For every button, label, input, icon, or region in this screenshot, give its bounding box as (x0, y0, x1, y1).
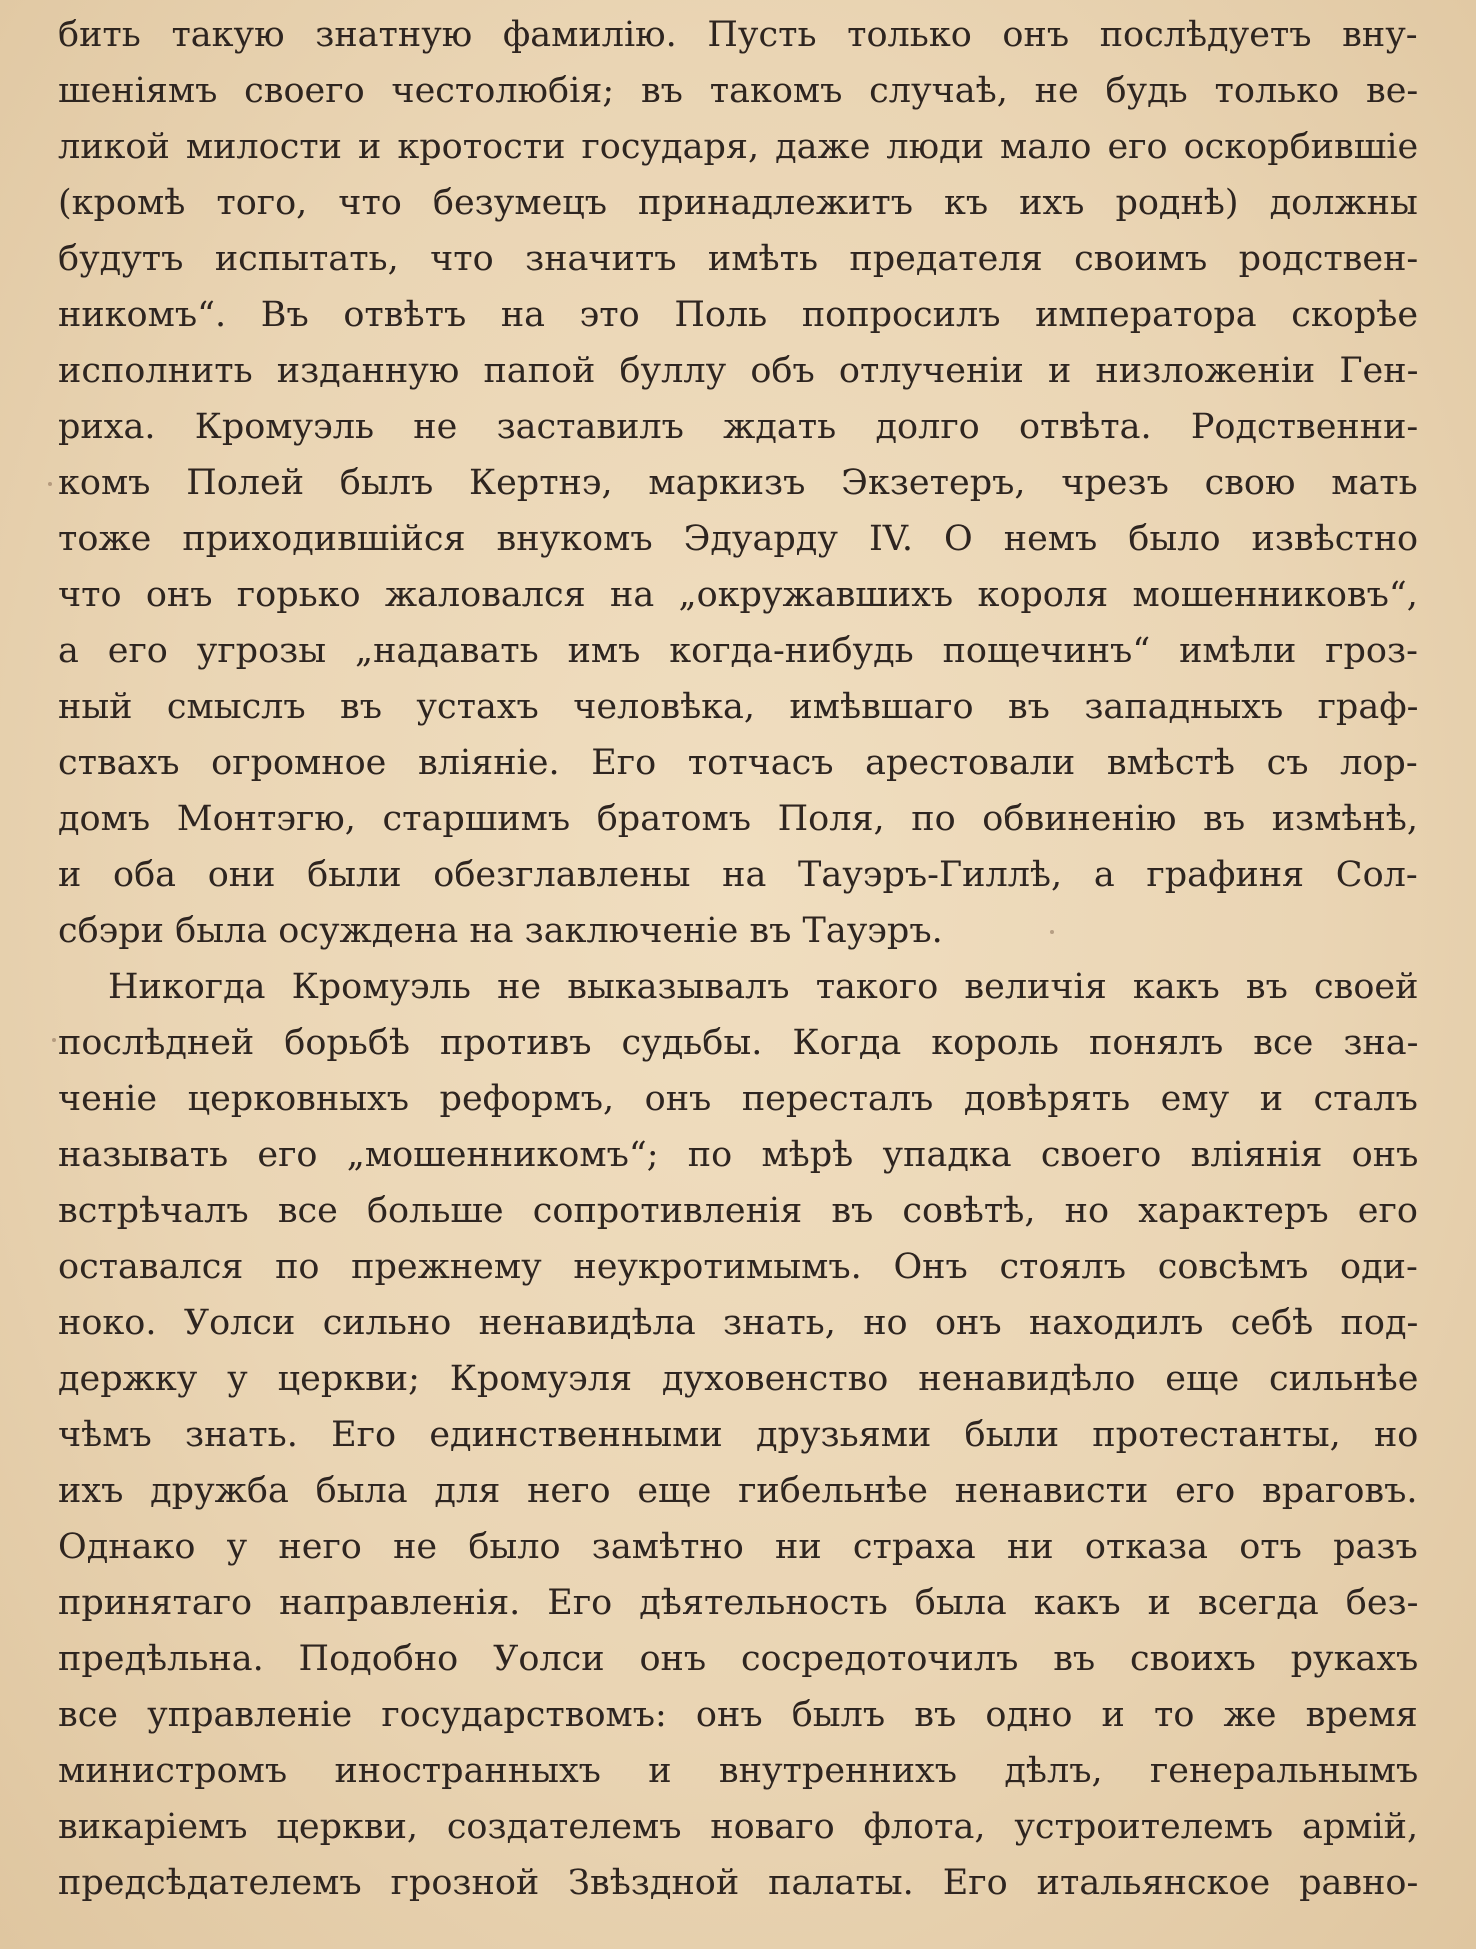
text-line: а его угрозы „надавать имъ когда-нибудь пощечинъ“ имѣли гроз- (58, 631, 1418, 671)
paper-speck (1050, 930, 1054, 934)
text-line: викаріемъ церкви, создателемъ новаго флота, устроителемъ армій, (58, 1807, 1419, 1847)
text-line: будутъ испытать, что значитъ имѣть предателя своимъ родствен- (58, 239, 1419, 279)
text-line: все управленіе государствомъ: онъ былъ въ одно и то же время (58, 1695, 1418, 1735)
text-line: тоже приходившійся внукомъ Эдуарду IV. О немъ было извѣстно (58, 519, 1419, 559)
text-line: что онъ горько жаловался на „окружавшихъ короля мошенниковъ“, (58, 575, 1418, 615)
text-line: оставался по прежнему неукротимымъ. Онъ стоялъ совсѣмъ оди- (58, 1247, 1418, 1287)
text-line: риха. Кромуэль не заставилъ ждать долго отвѣта. Родственни- (58, 407, 1419, 447)
text-line: министромъ иностранныхъ и внутреннихъ дѣлъ, генеральнымъ (58, 1751, 1419, 1791)
text-line: чѣмъ знать. Его единственными друзьями были протестанты, но (58, 1415, 1419, 1455)
text-line: домъ Монтэгю, старшимъ братомъ Поля, по обвиненію въ измѣнѣ, (58, 799, 1419, 839)
text-line: и оба они были обезглавлены на Тауэръ-Гиллѣ, а графиня Сол- (58, 855, 1418, 895)
body-text (58, 0, 1418, 1904)
paragraph-2 (58, 952, 1418, 1904)
text-line: держку у церкви; Кромуэля духовенство ненавидѣло еще сильнѣе (58, 1359, 1419, 1399)
text-line: шеніямъ своего честолюбія; въ такомъ случаѣ, не будь только ве- (58, 71, 1419, 111)
text-line: предѣльна. Подобно Уолси онъ сосредоточилъ въ своихъ рукахъ (58, 1639, 1419, 1679)
text-line: никомъ“. Въ отвѣтъ на это Поль попросилъ императора скорѣе (58, 295, 1419, 335)
text-line: предсѣдателемъ грозной Звѣздной палаты. Его итальянское равно- (58, 1863, 1419, 1903)
text-line: ноко. Уолси сильно ненавидѣла знать, но онъ находилъ себѣ под- (58, 1303, 1419, 1343)
text-line: ствахъ огромное вліяніе. Его тотчасъ арестовали вмѣстѣ съ лор- (58, 743, 1418, 783)
text-line: (кромѣ того, что безумецъ принадлежитъ къ ихъ роднѣ) должны (58, 183, 1418, 223)
text-line: встрѣчалъ все больше сопротивленія въ совѣтѣ, но характеръ его (58, 1191, 1418, 1231)
text-line: послѣдней борьбѣ противъ судьбы. Когда король понялъ все зна- (58, 1023, 1419, 1063)
paper-speck (52, 1038, 56, 1042)
text-line: принятаго направленія. Его дѣятельность была какъ и всегда без- (58, 1583, 1419, 1623)
text-line: ченіе церковныхъ реформъ, онъ пересталъ довѣрять ему и сталъ (58, 1079, 1418, 1119)
text-line: называть его „мошенникомъ“; по мѣрѣ упадка своего вліянія онъ (58, 1135, 1419, 1175)
paragraph-1 (58, 0, 1418, 952)
text-line: бить такую знатную фамилію. Пусть только онъ послѣдуетъ вну- (58, 15, 1418, 55)
text-line: ихъ дружба была для него еще гибельнѣе ненависти его враговъ. (58, 1471, 1418, 1511)
text-line: Никогда Кромуэль не выказывалъ такого величія какъ въ своей (108, 967, 1419, 1007)
text-line: ликой милости и кротости государя, даже люди мало его оскорбившіе (58, 127, 1419, 167)
text-line: Однако у него не было замѣтно ни страха ни отказа отъ разъ (58, 1527, 1418, 1567)
text-line: сбэри была осуждена на заключеніе въ Тауэръ. (58, 911, 943, 951)
text-line: комъ Полей былъ Кертнэ, маркизъ Экзетеръ, чрезъ свою мать (58, 463, 1418, 503)
paper-speck (48, 482, 52, 486)
text-line: ный смыслъ въ устахъ человѣка, имѣвшаго въ западныхъ граф- (58, 687, 1419, 727)
text-line: исполнить изданную папой буллу объ отлученіи и низложеніи Ген- (58, 351, 1419, 391)
